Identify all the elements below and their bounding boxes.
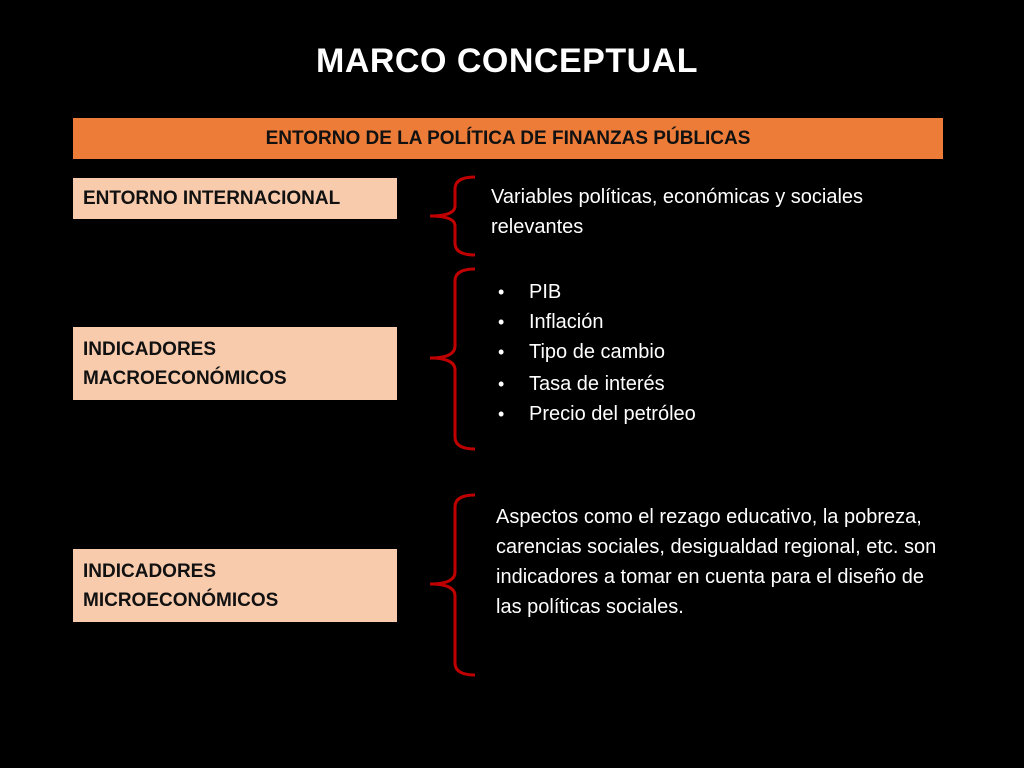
box-indicadores-macro — [73, 327, 397, 400]
bullet-icon: • — [498, 374, 505, 394]
list-item-label: Precio del petróleo — [529, 403, 696, 425]
list-item — [496, 277, 696, 307]
list-item-label: Inflación — [529, 311, 604, 333]
description-internacional: Variables políticas, económicas y sociales relevantes — [491, 186, 864, 238]
banner-heading: ENTORNO DE LA POLÍTICA DE FINANZAS PÚBLICAS — [73, 118, 943, 159]
page-title: MARCO CONCEPTUAL — [316, 42, 698, 80]
list-item-label: Tasa de interés — [529, 373, 665, 395]
box-entorno-internacional — [73, 178, 397, 219]
bullet-icon: • — [498, 282, 505, 302]
macro-indicator-list — [496, 277, 696, 429]
list-item-label: Tipo de cambio — [529, 341, 665, 363]
box-label-line2: MACROECONÓMICOS — [83, 367, 287, 389]
box-indicadores-micro — [73, 549, 397, 622]
bullet-icon: • — [498, 404, 505, 424]
bullet-icon: • — [498, 342, 505, 362]
list-item — [496, 337, 696, 367]
box-label-line2: MICROECONÓMICOS — [83, 589, 279, 611]
list-item — [496, 307, 696, 337]
box-label-line1: INDICADORES — [83, 560, 217, 582]
description-micro: Aspectos como el rezago educativo, la pobreza, carencias sociales, desigualdad regional, etc. son indicadores a tomar en cuenta para el diseño de las políticas sociales. — [496, 506, 937, 618]
curly-brace-icon — [420, 174, 480, 258]
bullet-icon: • — [498, 312, 505, 332]
list-item-label: PIB — [529, 281, 562, 303]
list-item — [496, 369, 696, 399]
box-label: ENTORNO INTERNACIONAL — [83, 188, 341, 209]
list-item — [496, 399, 696, 429]
box-label-line1: INDICADORES — [83, 338, 217, 360]
curly-brace-icon — [420, 266, 480, 452]
curly-brace-icon — [420, 492, 480, 678]
